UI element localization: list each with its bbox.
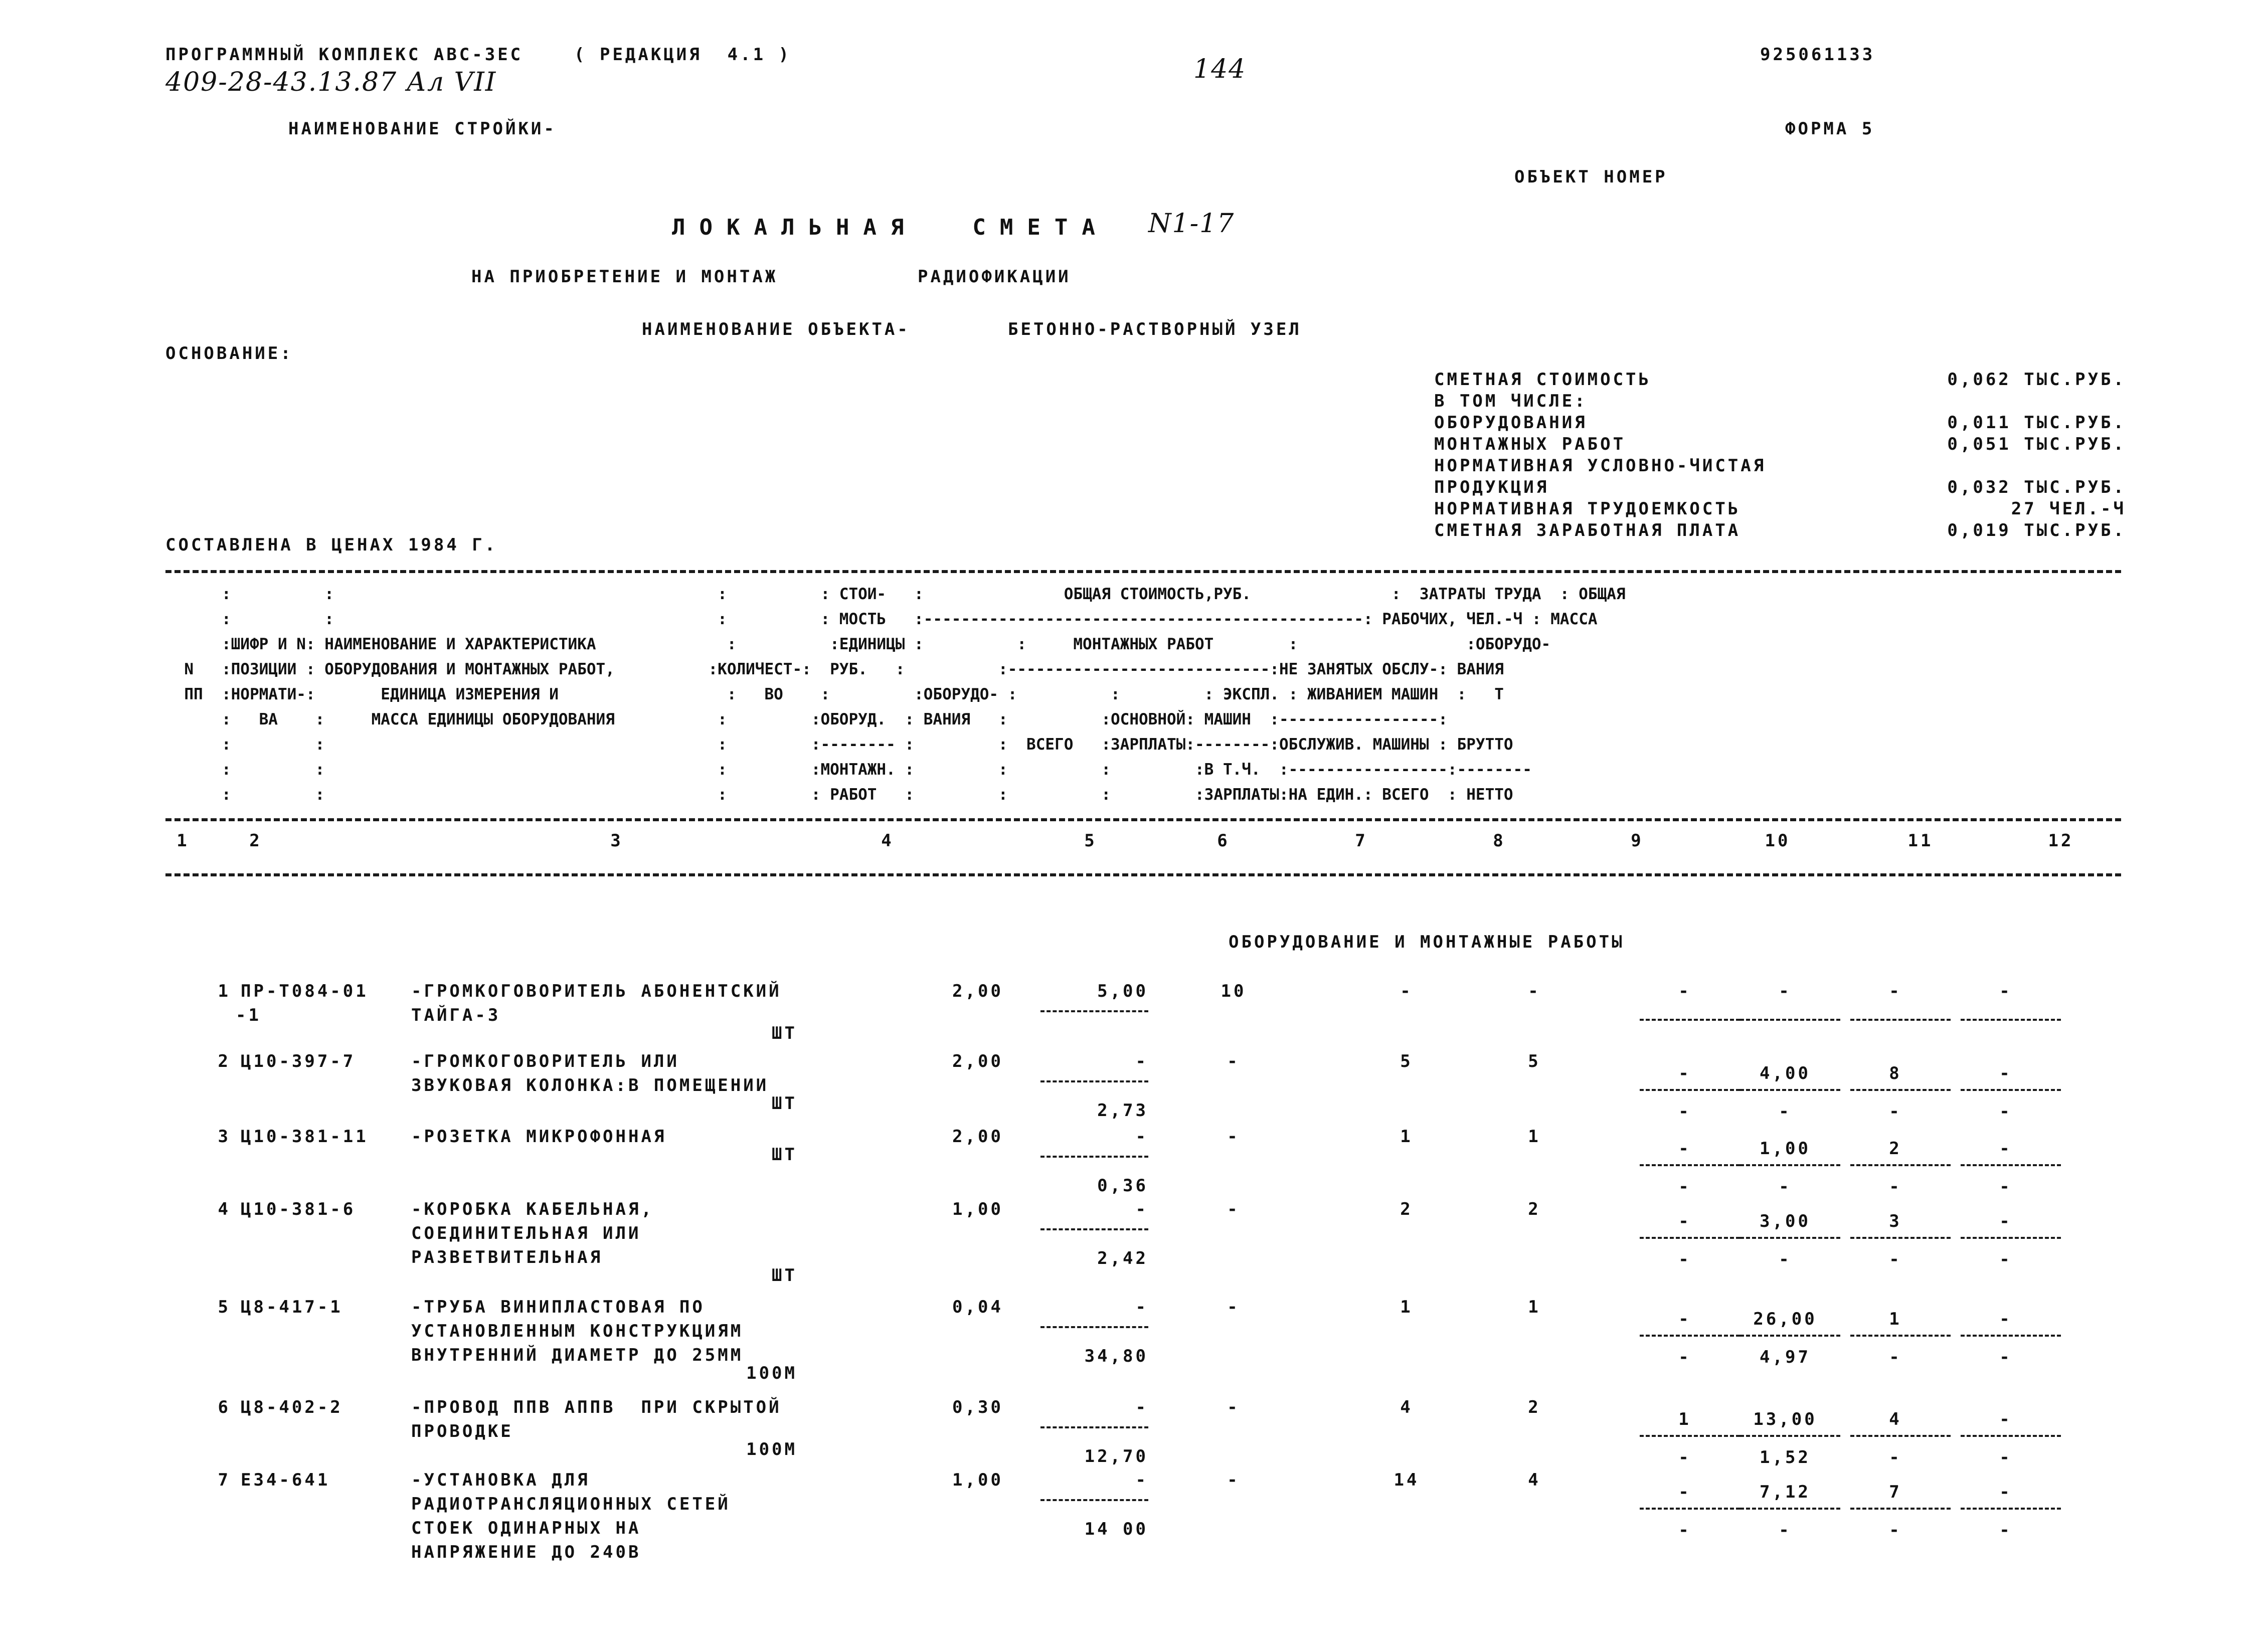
header-line: : : : : РАБОТ : : : :ЗАРПЛАТЫ:НА ЕДИН.: ВСЕГО : НЕТТО xyxy=(165,786,1513,804)
construction-name-label: НАИМЕНОВАНИЕ СТРОЙКИ- xyxy=(288,119,557,139)
summary-label: В ТОМ ЧИСЛЕ: xyxy=(1434,391,1588,411)
quantity: 2,00 xyxy=(952,1127,1003,1147)
unit-price-divider xyxy=(1040,1426,1148,1428)
labor-c9-divider xyxy=(1640,1089,1740,1091)
labor-c9-top: - xyxy=(1678,1063,1691,1083)
item-name-line: ТАЙГА-3 xyxy=(411,1005,501,1025)
quantity: 1,00 xyxy=(952,1199,1003,1219)
unit-price-installation: 12,70 xyxy=(1084,1446,1148,1466)
item-name-line: СОЕДИНИТЕЛЬНАЯ ИЛИ xyxy=(411,1223,641,1243)
labor-c11-bottom: - xyxy=(1889,1249,1902,1269)
labor-c10-bottom: - xyxy=(1779,1249,1792,1269)
column-number: 8 xyxy=(1493,831,1506,851)
labor-c10-top: - xyxy=(1779,981,1792,1001)
object-number-label: ОБЪЕКТ НОМЕР xyxy=(1514,167,1668,187)
document-number: 925061133 xyxy=(1760,45,1875,65)
installation-total: 4 xyxy=(1400,1397,1413,1417)
item-name-line: НАПРЯЖЕНИЕ ДО 240В xyxy=(411,1542,641,1562)
unit-price-divider xyxy=(1040,1326,1148,1328)
summary-label: ОБОРУДОВАНИЯ xyxy=(1434,413,1588,433)
row-number: 5 xyxy=(218,1297,231,1317)
labor-c11-top: 1 xyxy=(1889,1309,1902,1329)
labor-c12-bottom: - xyxy=(1999,1102,2012,1122)
labor-c12-divider xyxy=(1961,1237,2061,1239)
labor-c10-divider xyxy=(1740,1164,1840,1166)
labor-c10-top: 1,00 xyxy=(1760,1139,1811,1159)
summary-value: 0,011 ТЫС.РУБ. xyxy=(1947,413,2126,433)
labor-c12-divider xyxy=(1961,1019,2061,1021)
position-code: Ц8-417-1 xyxy=(241,1297,343,1317)
row-number: 6 xyxy=(218,1397,231,1417)
labor-c11-divider xyxy=(1850,1089,1951,1091)
column-number: 7 xyxy=(1355,831,1368,851)
installation-total: 1 xyxy=(1400,1127,1413,1147)
installation-total: 5 xyxy=(1400,1051,1413,1071)
prices-note: СОСТАВЛЕНА В ЦЕНАХ 1984 Г. xyxy=(165,535,498,555)
labor-c11-bottom: - xyxy=(1889,1102,1902,1122)
header-line: : ВА : МАССА ЕДИНИЦЫ ОБОРУДОВАНИЯ : :ОБОРУД. : ВАНИЯ : :ОСНОВНОЙ: МАШИН :-----------------: xyxy=(165,710,1448,728)
position-code-suffix: -1 xyxy=(236,1005,261,1025)
form-label: ФОРМА 5 xyxy=(1785,119,1875,139)
labor-c11-top: 3 xyxy=(1889,1211,1902,1231)
unit-price-divider xyxy=(1040,1499,1148,1501)
labor-c10-top: 26,00 xyxy=(1753,1309,1817,1329)
row-number: 1 xyxy=(218,981,231,1001)
labor-c11-divider xyxy=(1850,1237,1951,1239)
cost-equipment: 10 xyxy=(1221,981,1247,1001)
summary-label: ПРОДУКЦИЯ xyxy=(1434,477,1549,497)
estimate-title: ЛОКАЛЬНАЯ СМЕТА xyxy=(672,215,1109,240)
unit-price-installation: 2,73 xyxy=(1097,1100,1148,1121)
summary-value: 0,019 ТЫС.РУБ. xyxy=(1947,520,2126,540)
position-code: Ц10-381-6 xyxy=(241,1199,356,1219)
handwritten-page-number: 144 xyxy=(1193,54,1247,84)
unit-of-measure: ШТ xyxy=(772,1023,797,1043)
unit-price-installation: 2,42 xyxy=(1097,1248,1148,1268)
quantity: 0,04 xyxy=(952,1297,1003,1317)
labor-c10-top: 4,00 xyxy=(1760,1063,1811,1083)
labor-c12-bottom: - xyxy=(1999,1520,2012,1540)
labor-c10-divider xyxy=(1740,1019,1840,1021)
item-name-line: -ПРОВОД ППВ АППВ ПРИ СКРЫТОЙ xyxy=(411,1397,782,1417)
subtitle-subject: РАДИОФИКАЦИИ xyxy=(918,267,1071,287)
labor-c9-divider xyxy=(1640,1508,1740,1510)
summary-value: 0,032 ТЫС.РУБ. xyxy=(1947,477,2126,497)
labor-c12-bottom: - xyxy=(1999,1177,2012,1197)
column-number: 12 xyxy=(2048,831,2074,851)
labor-c12-top: - xyxy=(1999,1211,2012,1231)
item-name-line: УСТАНОВЛЕННЫМ КОНСТРУКЦИЯМ xyxy=(411,1321,744,1341)
cost-equipment: - xyxy=(1227,1470,1240,1490)
position-code: Ц8-402-2 xyxy=(241,1397,343,1417)
item-name-line: -ГРОМКОГОВОРИТЕЛЬ ИЛИ xyxy=(411,1051,679,1071)
unit-of-measure: ШТ xyxy=(772,1265,797,1286)
labor-c11-bottom: - xyxy=(1889,1447,1902,1467)
quantity: 2,00 xyxy=(952,1051,1003,1071)
labor-c10-bottom: - xyxy=(1779,1102,1792,1122)
column-number: 11 xyxy=(1907,831,1934,851)
labor-c9-top: - xyxy=(1678,1139,1691,1159)
labor-c12-top: - xyxy=(1999,981,2012,1001)
labor-c12-divider xyxy=(1961,1164,2061,1166)
header-bottom-rule xyxy=(165,818,2121,821)
section-title: ОБОРУДОВАНИЕ И МОНТАЖНЫЕ РАБОТЫ xyxy=(1229,932,1625,952)
subtitle-prefix: НА ПРИОБРЕТЕНИЕ И МОНТАЖ xyxy=(471,267,778,287)
column-number-rule xyxy=(165,873,2121,876)
summary-label: НОРМАТИВНАЯ ТРУДОЕМКОСТЬ xyxy=(1434,499,1741,519)
quantity: 1,00 xyxy=(952,1470,1003,1490)
labor-c12-top: - xyxy=(1999,1482,2012,1502)
summary-label: МОНТАЖНЫХ РАБОТ xyxy=(1434,434,1626,454)
summary-value: 27 ЧЕЛ.-Ч xyxy=(2011,499,2126,519)
unit-price-divider xyxy=(1040,1156,1148,1158)
labor-c10-divider xyxy=(1740,1508,1840,1510)
cost-equipment: - xyxy=(1227,1199,1240,1219)
labor-c11-top: 8 xyxy=(1889,1063,1902,1083)
column-number: 6 xyxy=(1217,831,1230,851)
unit-price-equipment: - xyxy=(1135,1470,1148,1490)
labor-c12-divider xyxy=(1961,1508,2061,1510)
cost-equipment: - xyxy=(1227,1127,1240,1147)
basic-wages: 2 xyxy=(1528,1397,1541,1417)
item-name-line: -УСТАНОВКА ДЛЯ xyxy=(411,1470,590,1490)
handwritten-project-code: 409-28-43.13.87 Ал VII xyxy=(165,67,497,97)
item-name-line: РАДИОТРАНСЛЯЦИОННЫХ СЕТЕЙ xyxy=(411,1494,731,1514)
labor-c12-bottom: - xyxy=(1999,1447,2012,1467)
handwritten-estimate-number: N1-17 xyxy=(1148,209,1235,239)
labor-c11-top: - xyxy=(1889,981,1902,1001)
labor-c12-top: - xyxy=(1999,1309,2012,1329)
labor-c9-divider xyxy=(1640,1237,1740,1239)
labor-c10-divider xyxy=(1740,1237,1840,1239)
basic-wages: 1 xyxy=(1528,1127,1541,1147)
item-name-line: -КОРОБКА КАБЕЛЬНАЯ, xyxy=(411,1199,654,1219)
item-name-line: -ТРУБА ВИНИПЛАСТОВАЯ ПО xyxy=(411,1297,705,1317)
labor-c12-top: - xyxy=(1999,1139,2012,1159)
labor-c10-bottom: 1,52 xyxy=(1760,1447,1811,1467)
column-number: 5 xyxy=(1084,831,1097,851)
header-top-rule xyxy=(165,570,2121,573)
quantity: 0,30 xyxy=(952,1397,1003,1417)
header-line: : : : : МОСТЬ :-----------------------------------------------: РАБОЧИХ, ЧЕЛ.-Ч : МАССА xyxy=(165,610,1598,628)
unit-price-divider xyxy=(1040,1228,1148,1230)
labor-c11-top: 7 xyxy=(1889,1482,1902,1502)
cost-equipment: - xyxy=(1227,1051,1240,1071)
labor-c10-divider xyxy=(1740,1335,1840,1337)
unit-price-installation: 0,36 xyxy=(1097,1176,1148,1196)
labor-c11-top: 2 xyxy=(1889,1139,1902,1159)
basic-wages: - xyxy=(1528,981,1541,1001)
item-name-line: ЗВУКОВАЯ КОЛОНКА:В ПОМЕЩЕНИИ xyxy=(411,1075,769,1095)
labor-c12-divider xyxy=(1961,1335,2061,1337)
item-name-line: -РОЗЕТКА МИКРОФОННАЯ xyxy=(411,1127,667,1147)
labor-c11-divider xyxy=(1850,1508,1951,1510)
summary-value: 0,051 ТЫС.РУБ. xyxy=(1947,434,2126,454)
labor-c9-top: - xyxy=(1678,981,1691,1001)
summary-label: СМЕТНАЯ СТОИМОСТЬ xyxy=(1434,370,1651,390)
unit-of-measure: 100М xyxy=(746,1363,797,1383)
unit-of-measure: 100М xyxy=(746,1439,797,1459)
labor-c11-divider xyxy=(1850,1164,1951,1166)
column-number: 4 xyxy=(881,831,894,851)
installation-total: 2 xyxy=(1400,1199,1413,1219)
labor-c9-bottom: - xyxy=(1678,1102,1691,1122)
unit-price-equipment: - xyxy=(1135,1297,1148,1317)
header-line: : : : : СТОИ- : ОБЩАЯ СТОИМОСТЬ,РУБ. : ЗАТРАТЫ ТРУДА : ОБЩАЯ xyxy=(165,585,1626,603)
unit-price-equipment: 5,00 xyxy=(1097,981,1148,1001)
unit-price-installation: 14 00 xyxy=(1084,1519,1148,1539)
cost-equipment: - xyxy=(1227,1297,1240,1317)
unit-price-equipment: - xyxy=(1135,1127,1148,1147)
header-line: N :ПОЗИЦИИ : ОБОРУДОВАНИЯ И МОНТАЖНЫХ РАБОТ, :КОЛИЧЕСТ-: РУБ. : :----------------------------:НЕ ЗАНЯТЫХ ОБСЛУ-: ВАНИЯ xyxy=(165,660,1504,678)
labor-c12-bottom: - xyxy=(1999,1249,2012,1269)
basic-wages: 5 xyxy=(1528,1051,1541,1071)
column-number: 1 xyxy=(177,831,190,851)
labor-c10-divider xyxy=(1740,1435,1840,1437)
labor-c10-top: 13,00 xyxy=(1753,1409,1817,1429)
labor-c9-bottom: - xyxy=(1678,1249,1691,1269)
labor-c9-divider xyxy=(1640,1019,1740,1021)
header-line: :ШИФР И N: НАИМЕНОВАНИЕ И ХАРАКТЕРИСТИКА : :ЕДИНИЦЫ : : МОНТАЖНЫХ РАБОТ : :ОБОРУДО- xyxy=(165,635,1551,653)
basic-wages: 4 xyxy=(1528,1470,1541,1490)
header-line: ПП :НОРМАТИ-: ЕДИНИЦА ИЗМЕРЕНИЯ И : ВО : :ОБОРУДО- : : : ЭКСПЛ. : ЖИВАНИЕМ МАШИН : Т xyxy=(165,685,1504,703)
labor-c12-divider xyxy=(1961,1089,2061,1091)
labor-c11-divider xyxy=(1850,1435,1951,1437)
labor-c9-top: - xyxy=(1678,1309,1691,1329)
labor-c12-top: - xyxy=(1999,1063,2012,1083)
unit-of-measure: ШТ xyxy=(772,1145,797,1165)
object-name-label: НАИМЕНОВАНИЕ ОБЪЕКТА- xyxy=(642,319,910,339)
basis-label: ОСНОВАНИЕ: xyxy=(165,343,293,363)
row-number: 4 xyxy=(218,1199,231,1219)
labor-c9-top: 1 xyxy=(1678,1409,1691,1429)
labor-c11-divider xyxy=(1850,1019,1951,1021)
labor-c11-bottom: - xyxy=(1889,1347,1902,1367)
labor-c9-top: - xyxy=(1678,1482,1691,1502)
position-code: ПР-Т084-01 xyxy=(241,981,369,1001)
labor-c12-bottom: - xyxy=(1999,1347,2012,1367)
item-name-line: -ГРОМКОГОВОРИТЕЛЬ АБОНЕНТСКИЙ xyxy=(411,981,782,1001)
summary-value: 0,062 ТЫС.РУБ. xyxy=(1947,370,2126,390)
installation-total: 14 xyxy=(1394,1470,1420,1490)
unit-price-divider xyxy=(1040,1010,1148,1012)
row-number: 3 xyxy=(218,1127,231,1147)
labor-c10-divider xyxy=(1740,1089,1840,1091)
position-code: Ц10-381-11 xyxy=(241,1127,369,1147)
labor-c9-bottom: - xyxy=(1678,1447,1691,1467)
item-name-line: ВНУТРЕННИЙ ДИАМЕТР ДО 25ММ xyxy=(411,1345,744,1365)
column-number: 9 xyxy=(1631,831,1644,851)
labor-c9-divider xyxy=(1640,1164,1740,1166)
column-number: 2 xyxy=(249,831,262,851)
object-name: БЕТОННО-РАСТВОРНЫЙ УЗЕЛ xyxy=(1008,319,1302,339)
position-code: Ц10-397-7 xyxy=(241,1051,356,1071)
column-number: 3 xyxy=(610,831,623,851)
installation-total: 1 xyxy=(1400,1297,1413,1317)
labor-c9-divider xyxy=(1640,1335,1740,1337)
labor-c10-bottom: 4,97 xyxy=(1760,1347,1811,1367)
basic-wages: 2 xyxy=(1528,1199,1541,1219)
unit-price-equipment: - xyxy=(1135,1397,1148,1417)
item-name-line: СТОЕК ОДИНАРНЫХ НА xyxy=(411,1518,641,1538)
quantity: 2,00 xyxy=(952,981,1003,1001)
labor-c9-bottom: - xyxy=(1678,1177,1691,1197)
position-code: Е34-641 xyxy=(241,1470,330,1490)
header-line: : : : :-------- : : ВСЕГО :ЗАРПЛАТЫ:--------:ОБСЛУЖИВ. МАШИНЫ : БРУТТО xyxy=(165,736,1513,754)
summary-label: СМЕТНАЯ ЗАРАБОТНАЯ ПЛАТА xyxy=(1434,520,1741,540)
column-number: 10 xyxy=(1765,831,1791,851)
unit-price-divider xyxy=(1040,1080,1148,1082)
header-line: : : : :МОНТАЖН. : : : :В Т.Ч. :-----------------:-------- xyxy=(165,761,1532,779)
labor-c9-bottom: - xyxy=(1678,1520,1691,1540)
labor-c12-divider xyxy=(1961,1435,2061,1437)
unit-price-equipment: - xyxy=(1135,1199,1148,1219)
labor-c9-divider xyxy=(1640,1435,1740,1437)
labor-c11-bottom: - xyxy=(1889,1520,1902,1540)
row-number: 7 xyxy=(218,1470,231,1490)
labor-c10-bottom: - xyxy=(1779,1177,1792,1197)
labor-c9-top: - xyxy=(1678,1211,1691,1231)
labor-c11-top: 4 xyxy=(1889,1409,1902,1429)
labor-c11-bottom: - xyxy=(1889,1177,1902,1197)
item-name-line: ПРОВОДКЕ xyxy=(411,1421,513,1441)
labor-c10-top: 3,00 xyxy=(1760,1211,1811,1231)
labor-c12-top: - xyxy=(1999,1409,2012,1429)
cost-equipment: - xyxy=(1227,1397,1240,1417)
row-number: 2 xyxy=(218,1051,231,1071)
item-name-line: РАЗВЕТВИТЕЛЬНАЯ xyxy=(411,1247,603,1267)
labor-c11-divider xyxy=(1850,1335,1951,1337)
installation-total: - xyxy=(1400,981,1413,1001)
summary-label: НОРМАТИВНАЯ УСЛОВНО-ЧИСТАЯ xyxy=(1434,456,1767,476)
labor-c10-bottom: - xyxy=(1779,1520,1792,1540)
program-header: ПРОГРАММНЫЙ КОМПЛЕКС АВС-3ЕС ( РЕДАКЦИЯ 4.1 ) xyxy=(165,45,792,65)
unit-price-equipment: - xyxy=(1135,1051,1148,1071)
labor-c10-top: 7,12 xyxy=(1760,1482,1811,1502)
basic-wages: 1 xyxy=(1528,1297,1541,1317)
unit-price-installation: 34,80 xyxy=(1084,1346,1148,1366)
labor-c9-bottom: - xyxy=(1678,1347,1691,1367)
unit-of-measure: ШТ xyxy=(772,1093,797,1114)
